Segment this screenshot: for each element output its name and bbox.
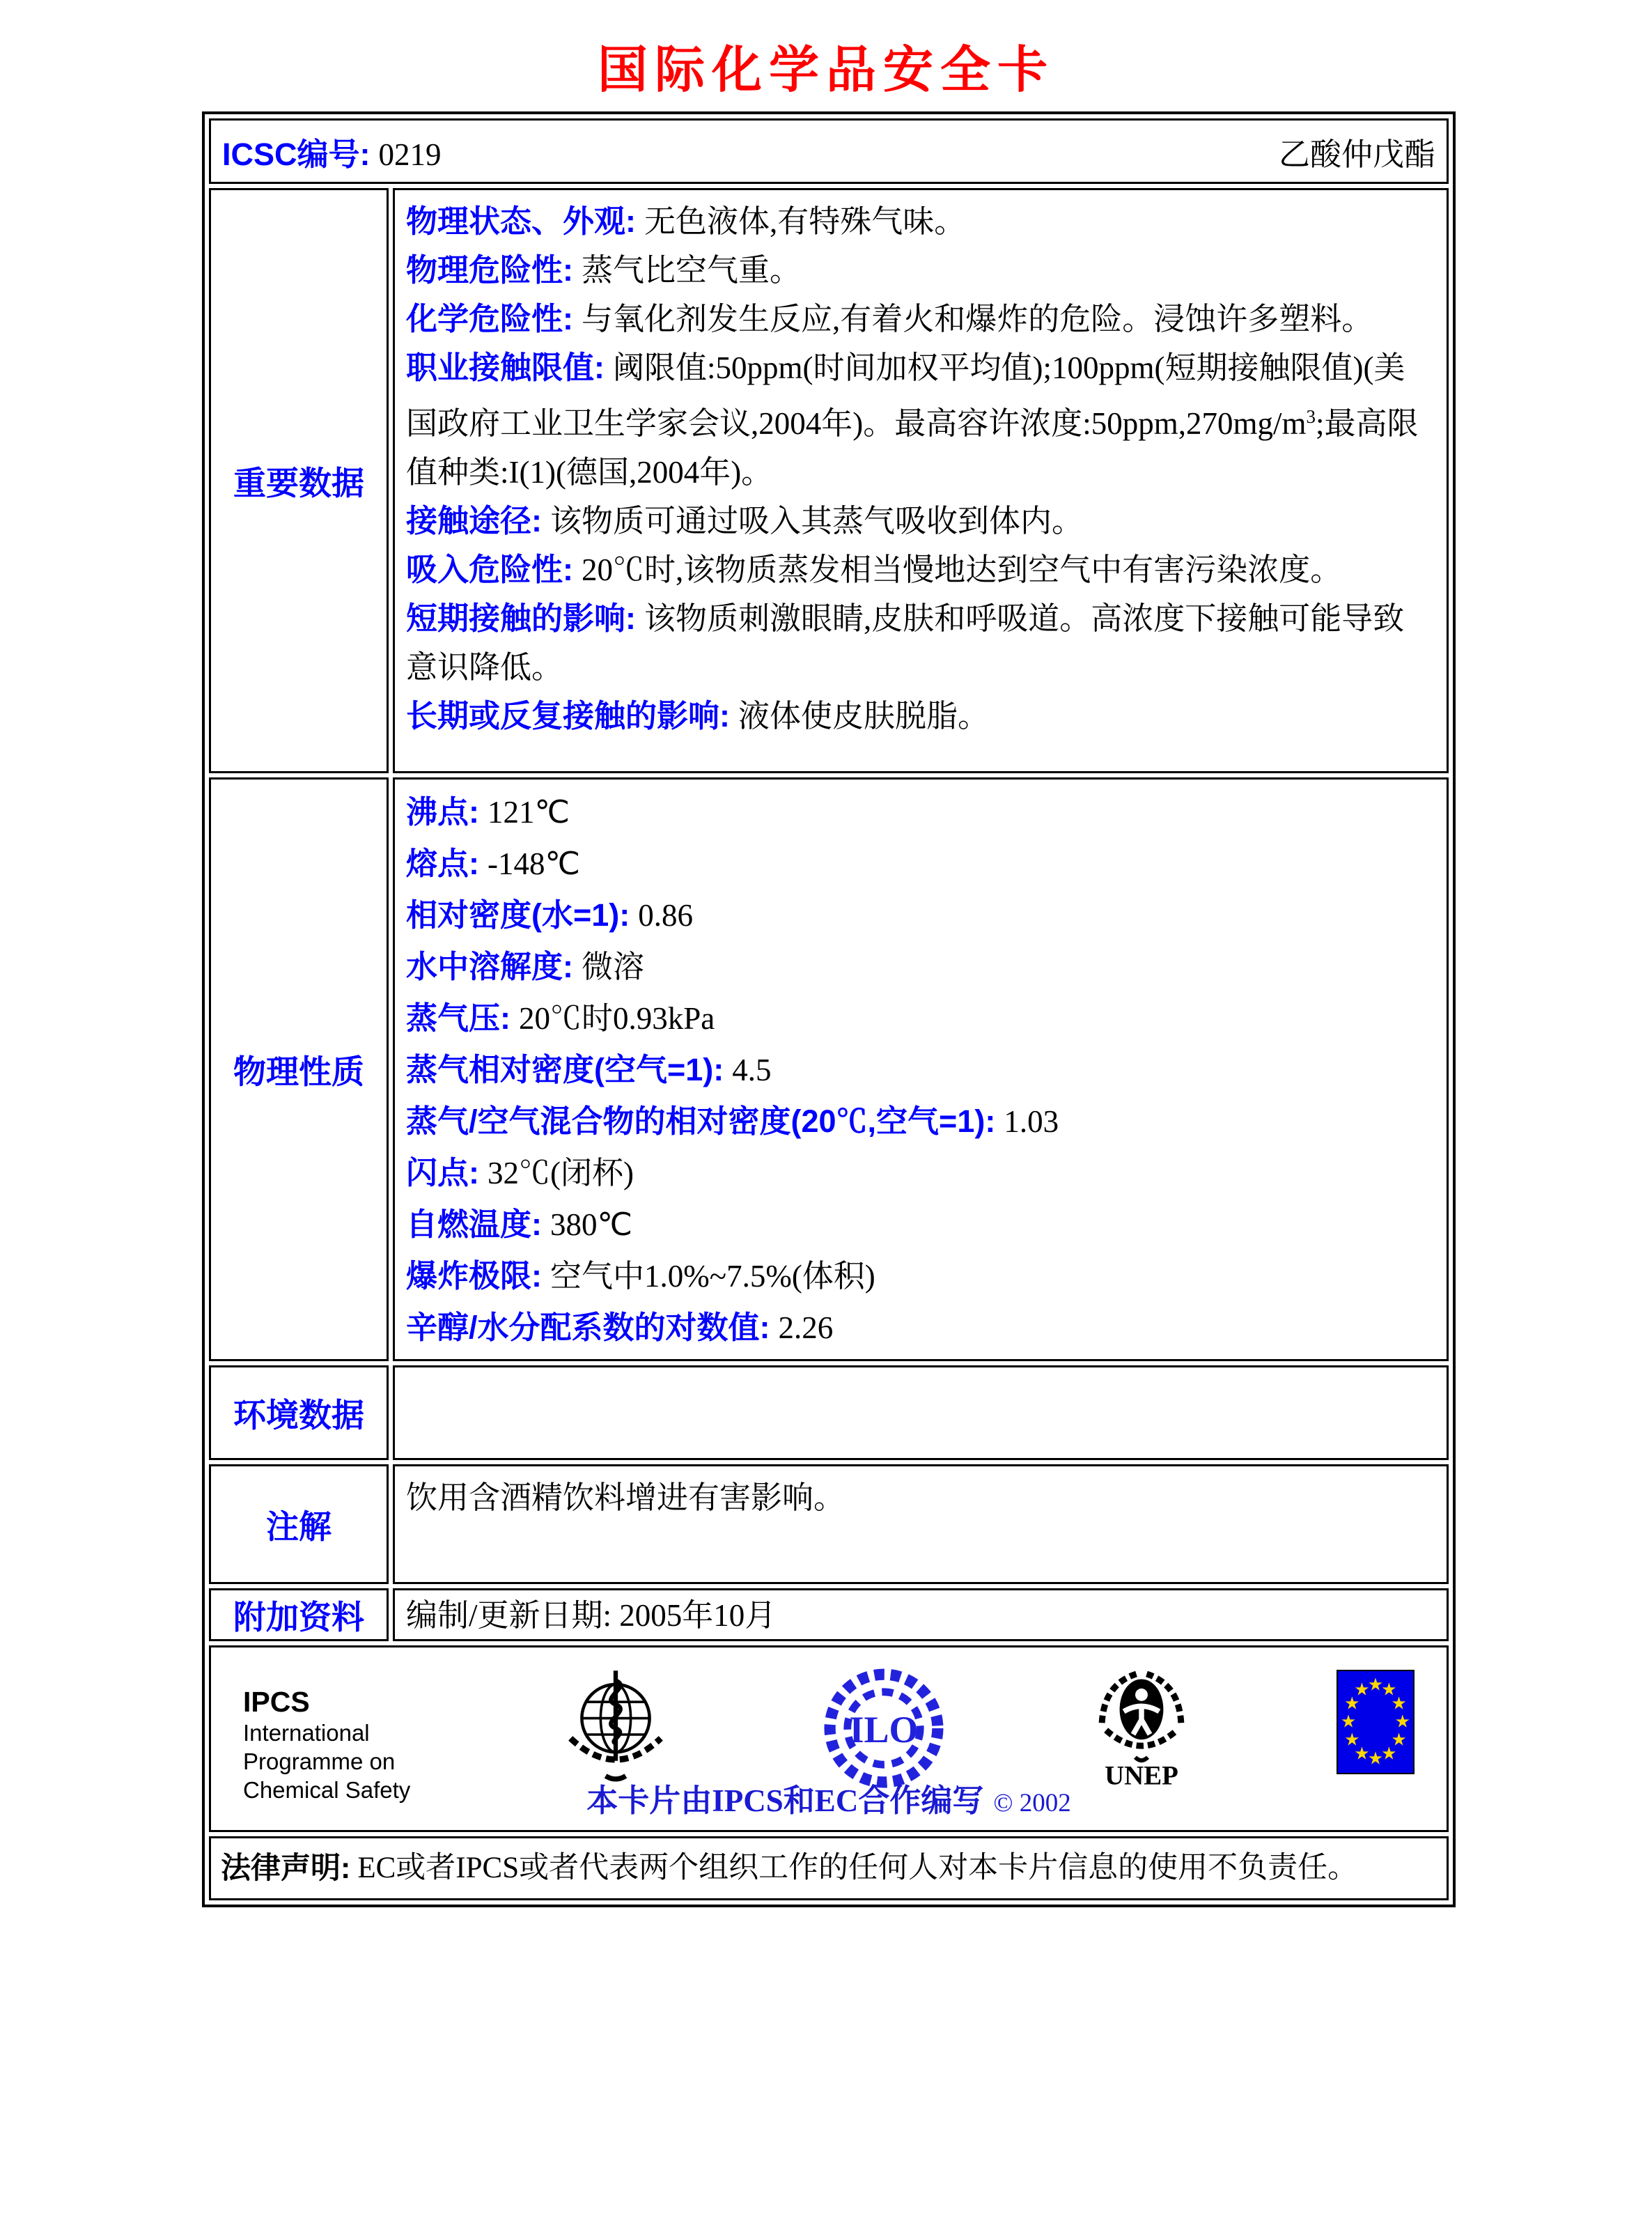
field-value: ;最高限值种类:I(1)(德国,2004年)。 (406, 406, 1419, 490)
section-additional-info (209, 1588, 1449, 1641)
field-label: 熔点: (406, 846, 479, 881)
environmental-data-section-label: 环境数据 (233, 1396, 364, 1434)
field-value: 无色液体,有特殊气味。 (644, 204, 966, 239)
physical-properties-section-label: 物理性质 (233, 1053, 364, 1090)
ilo-letters: ILO (849, 1708, 919, 1751)
field-label: 物理状态、外观: (406, 203, 636, 239)
environmental-data-content (393, 1365, 1449, 1460)
eu-flag (1337, 1670, 1415, 1774)
field-value: 该物质刺激眼睛,皮肤和呼吸道。高浓度下接触可能导致意识降低。 (406, 601, 1405, 685)
eu-star-icon: ★ (1344, 1730, 1360, 1750)
physical-properties-label-cell (209, 777, 389, 1361)
superscript-3: 3 (1306, 406, 1316, 427)
vapor-relative-density-line (406, 1044, 1435, 1096)
eu-star-icon: ★ (1340, 1712, 1357, 1732)
field-label: 辛醇/水分配系数的对数值: (406, 1310, 770, 1345)
eu-star-icon: ★ (1391, 1694, 1407, 1714)
field-label: 吸入危险性: (406, 552, 573, 587)
environmental-data-label-cell (209, 1365, 389, 1460)
legal-label: 法律声明: (221, 1852, 351, 1885)
header-cell (209, 118, 1449, 184)
legal-text: EC或者IPCS或者代表两个组织工作的任何人对本卡片信息的使用不负责任。 (357, 1852, 1358, 1884)
footer-row (209, 1645, 1449, 1832)
additional-info-section-label: 附加资料 (233, 1598, 364, 1636)
eu-star-icon: ★ (1344, 1694, 1360, 1714)
field-value: 与氧化剂发生反应,有着火和爆炸的危险。浸蚀许多塑料。 (582, 302, 1373, 336)
flash-point-line (406, 1147, 1435, 1199)
field-value: 1.03 (1004, 1104, 1059, 1139)
field-value: 380℃ (550, 1207, 633, 1242)
important-data-label-cell (209, 188, 389, 773)
field-label: 蒸气压: (406, 1000, 511, 1036)
section-notes (209, 1464, 1449, 1584)
page-title: 国际化学品安全卡 (597, 40, 1054, 99)
eu-star-icon: ★ (1367, 1749, 1384, 1769)
unep-letters: UNEP (1105, 1760, 1178, 1787)
field-value: 阈限值:50ppm(时间加权平均值);100ppm(短期接触限值)(美国政府工业卫生学家会议,2004年)。最高容许浓度:50ppm,270mg/m (406, 350, 1405, 441)
icsc-number-group (222, 129, 442, 174)
icsc-card (202, 111, 1456, 1907)
field-label: 沸点: (406, 794, 479, 830)
notes-label-cell (209, 1464, 389, 1584)
field-label: 短期接触的影响: (406, 600, 636, 636)
field-label: 长期或反复接触的影响: (406, 698, 730, 734)
unep-logo-icon (1089, 1666, 1194, 1787)
occupational-exposure-limits-line (406, 343, 1435, 497)
boiling-point-line (406, 786, 1435, 838)
field-label: 蒸气/空气混合物的相对密度(20℃,空气=1): (406, 1103, 996, 1139)
additional-info-text: 编制/更新日期: 2005年10月 (406, 1598, 777, 1633)
ipcs-line: International (243, 1720, 370, 1746)
ipcs-line: Programme on (243, 1748, 396, 1774)
icsc-number-value: 0219 (378, 137, 442, 172)
vapor-air-mixture-density-line (406, 1096, 1435, 1147)
eu-star-icon: ★ (1391, 1730, 1407, 1750)
field-value: -148℃ (488, 846, 581, 881)
field-label: 自燃温度: (406, 1207, 542, 1242)
field-value: 空气中1.0%~7.5%(体积) (550, 1259, 875, 1294)
long-term-effects-line (406, 692, 1435, 740)
section-physical-properties (209, 777, 1449, 1361)
ipcs-acronym: IPCS (243, 1686, 310, 1718)
who-logo-icon (553, 1666, 678, 1791)
field-value: 0.86 (638, 898, 694, 933)
field-label: 闪点: (406, 1155, 479, 1191)
field-value: 液体使皮肤脱脂。 (738, 699, 990, 734)
relative-density-line (406, 890, 1435, 941)
physical-danger-line (406, 246, 1435, 295)
exposure-routes-line (406, 497, 1435, 545)
section-important-data (209, 188, 1449, 773)
eu-star-icon: ★ (1394, 1712, 1411, 1732)
eu-star-icon: ★ (1381, 1744, 1397, 1764)
inhalation-risk-line (406, 545, 1435, 594)
footer-cell (209, 1645, 1449, 1832)
field-value: 2.26 (778, 1310, 834, 1345)
field-value: 蒸气比空气重。 (582, 253, 802, 288)
eu-star-icon: ★ (1354, 1744, 1370, 1764)
short-term-effects-line (406, 594, 1435, 692)
copyright-text: © 2002 (993, 1789, 1071, 1817)
field-value: 微溶 (582, 949, 645, 984)
field-value: 20℃时0.93kPa (519, 1001, 715, 1036)
notes-text: 饮用含酒精饮料增进有害影响。 (406, 1480, 846, 1515)
important-data-content (393, 188, 1449, 773)
credit-text: 本卡片由IPCS和EC合作编写 (586, 1783, 984, 1818)
notes-content (393, 1464, 1449, 1584)
field-label: 水中溶解度: (406, 949, 573, 984)
additional-info-label-cell (209, 1588, 389, 1641)
field-label: 物理危险性: (406, 252, 573, 288)
credit-line (211, 1775, 1447, 1820)
melting-point-line (406, 838, 1435, 890)
field-value: 121℃ (488, 795, 570, 830)
icsc-number-label: ICSC编号: (222, 136, 371, 172)
autoignition-temperature-line (406, 1199, 1435, 1250)
ipcs-line: Chemical Safety (243, 1777, 411, 1803)
field-label: 蒸气相对密度(空气=1): (406, 1052, 724, 1087)
eu-star-icon: ★ (1367, 1675, 1384, 1695)
legal-row (209, 1836, 1449, 1900)
vapor-pressure-line (406, 993, 1435, 1044)
physical-properties-content (393, 777, 1449, 1361)
chemical-danger-line (406, 295, 1435, 343)
field-value: 32℃(闭杯) (488, 1156, 634, 1191)
field-label: 化学危险性: (406, 301, 573, 336)
ilo-logo-icon (821, 1666, 946, 1791)
field-label: 职业接触限值: (406, 350, 605, 385)
field-value: 4.5 (732, 1053, 772, 1087)
important-data-section-label: 重要数据 (233, 464, 364, 502)
field-value: 该物质可通过吸入其蒸气吸收到体内。 (550, 504, 1084, 538)
field-label: 接触途径: (406, 503, 542, 538)
additional-info-content (393, 1588, 1449, 1641)
field-label: 相对密度(水=1): (406, 897, 630, 933)
notes-section-label: 注解 (266, 1507, 332, 1545)
field-value: 20℃时,该物质蒸发相当慢地达到空气中有害污染浓度。 (582, 552, 1342, 587)
octanol-water-partition-line (406, 1302, 1435, 1354)
eu-star-icon: ★ (1354, 1680, 1370, 1700)
explosive-limits-line (406, 1250, 1435, 1302)
water-solubility-line (406, 941, 1435, 993)
physical-state-line (406, 197, 1435, 246)
eu-star-icon: ★ (1381, 1680, 1397, 1700)
legal-cell (209, 1836, 1449, 1900)
chemical-name: 乙酸仲戊酯 (1278, 137, 1435, 172)
field-label: 爆炸极限: (406, 1258, 542, 1294)
section-environmental-data (209, 1365, 1449, 1460)
unep-logo (1089, 1666, 1194, 1787)
header-row (209, 118, 1449, 184)
